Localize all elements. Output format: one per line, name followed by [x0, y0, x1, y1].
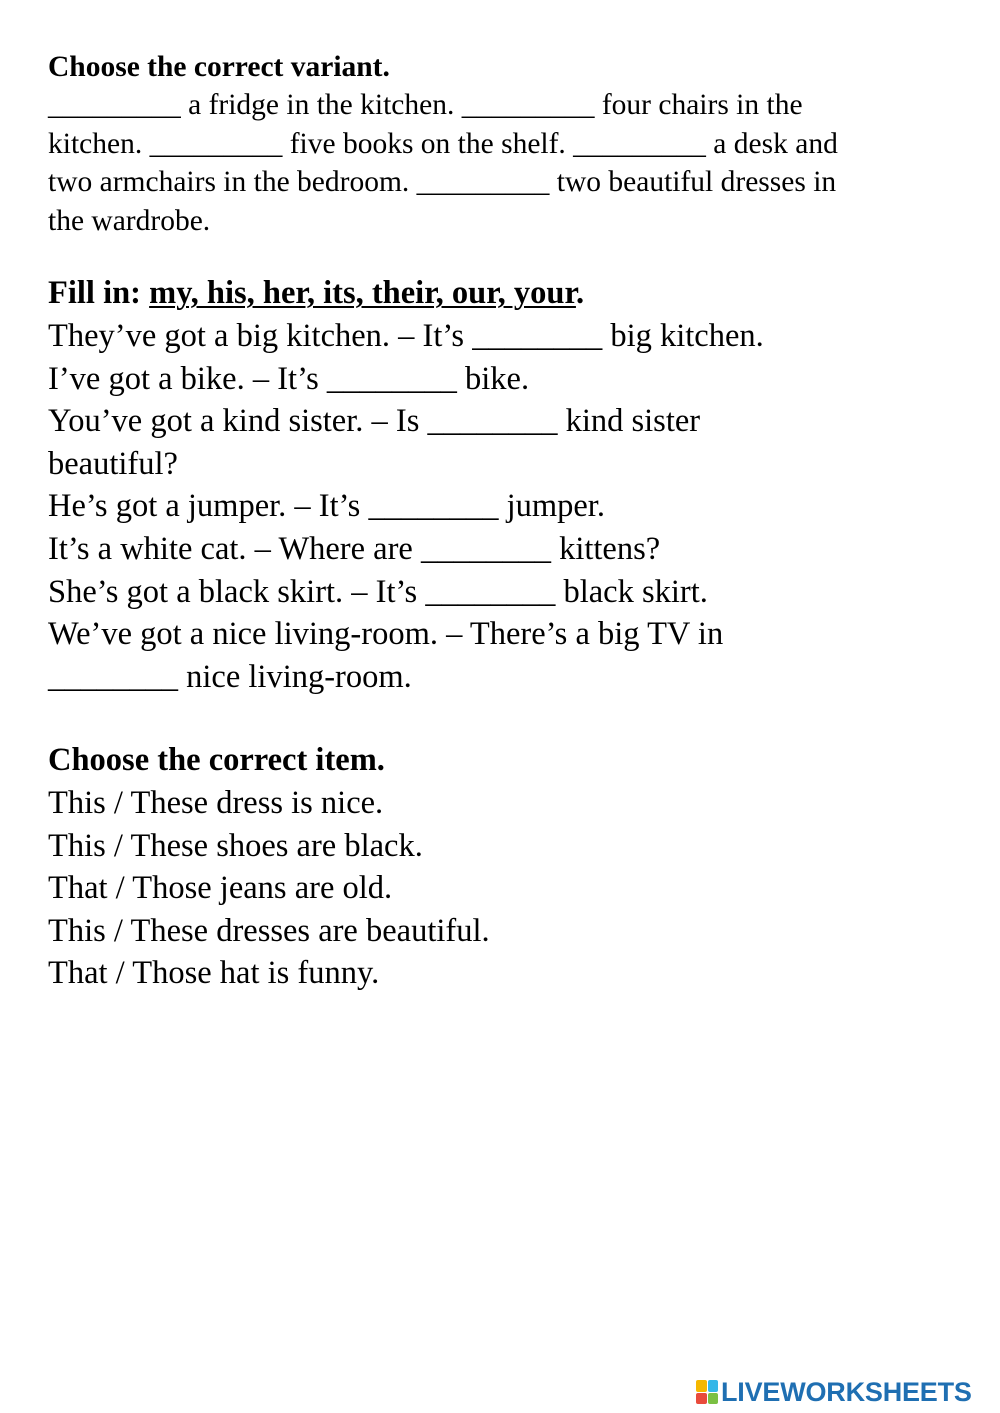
liveworksheets-logo: [696, 1377, 972, 1407]
heading-suffix: .: [575, 275, 585, 311]
exercise-choose-variant: [48, 48, 958, 240]
exercise-line: That / Those hat is funny.: [48, 955, 380, 992]
exercise-heading: Choose the correct variant.: [48, 51, 390, 83]
exercise-fill-in-possessives: [48, 272, 958, 698]
exercise-line: This / These shoes are black.: [48, 827, 423, 864]
exercise-line: He’s got a jumper. – It’s ________ jumper.: [48, 488, 605, 525]
exercise-heading: [48, 272, 958, 315]
exercise-heading: Choose the correct item.: [48, 742, 385, 778]
exercise-line: ________ nice living-room.: [48, 658, 412, 695]
word-bank: my, his, her, its, their, our, your: [149, 275, 576, 311]
exercise-line: I’ve got a bike. – It’s ________ bike.: [48, 360, 530, 397]
exercise-line: It’s a white cat. – Where are ________ kittens?: [48, 530, 661, 567]
exercise-line: This / These dresses are beautiful.: [48, 912, 490, 949]
exercise-line: They’ve got a big kitchen. – It’s ________ big kitchen.: [48, 318, 764, 354]
exercise-choose-item: [48, 739, 958, 995]
logo-text: LIVEWORKSHEETS: [721, 1376, 972, 1407]
exercise-line: We’ve got a nice living-room. – There’s a big TV in: [48, 616, 724, 653]
paragraph-line: the wardrobe.: [48, 204, 211, 237]
paragraph-line: _________ a fridge in the kitchen. _________ four chairs in the: [48, 89, 803, 121]
exercise-line: beautiful?: [48, 445, 178, 482]
exercise-line: She’s got a black skirt. – It’s ________ black skirt.: [48, 573, 708, 610]
heading-prefix: Fill in:: [48, 275, 150, 311]
exercise-paragraph: [48, 86, 958, 240]
exercise-line: This / These dress is nice.: [48, 785, 384, 821]
paragraph-line: kitchen. _________ five books on the shelf. _________ a desk and: [48, 127, 838, 160]
exercise-line: You’ve got a kind sister. – Is ________ kind sister: [48, 403, 701, 440]
logo-blocks-icon: [696, 1380, 718, 1404]
exercise-line: That / Those jeans are old.: [48, 870, 393, 907]
paragraph-line: two armchairs in the bedroom. _________ two beautiful dresses in: [48, 166, 837, 199]
